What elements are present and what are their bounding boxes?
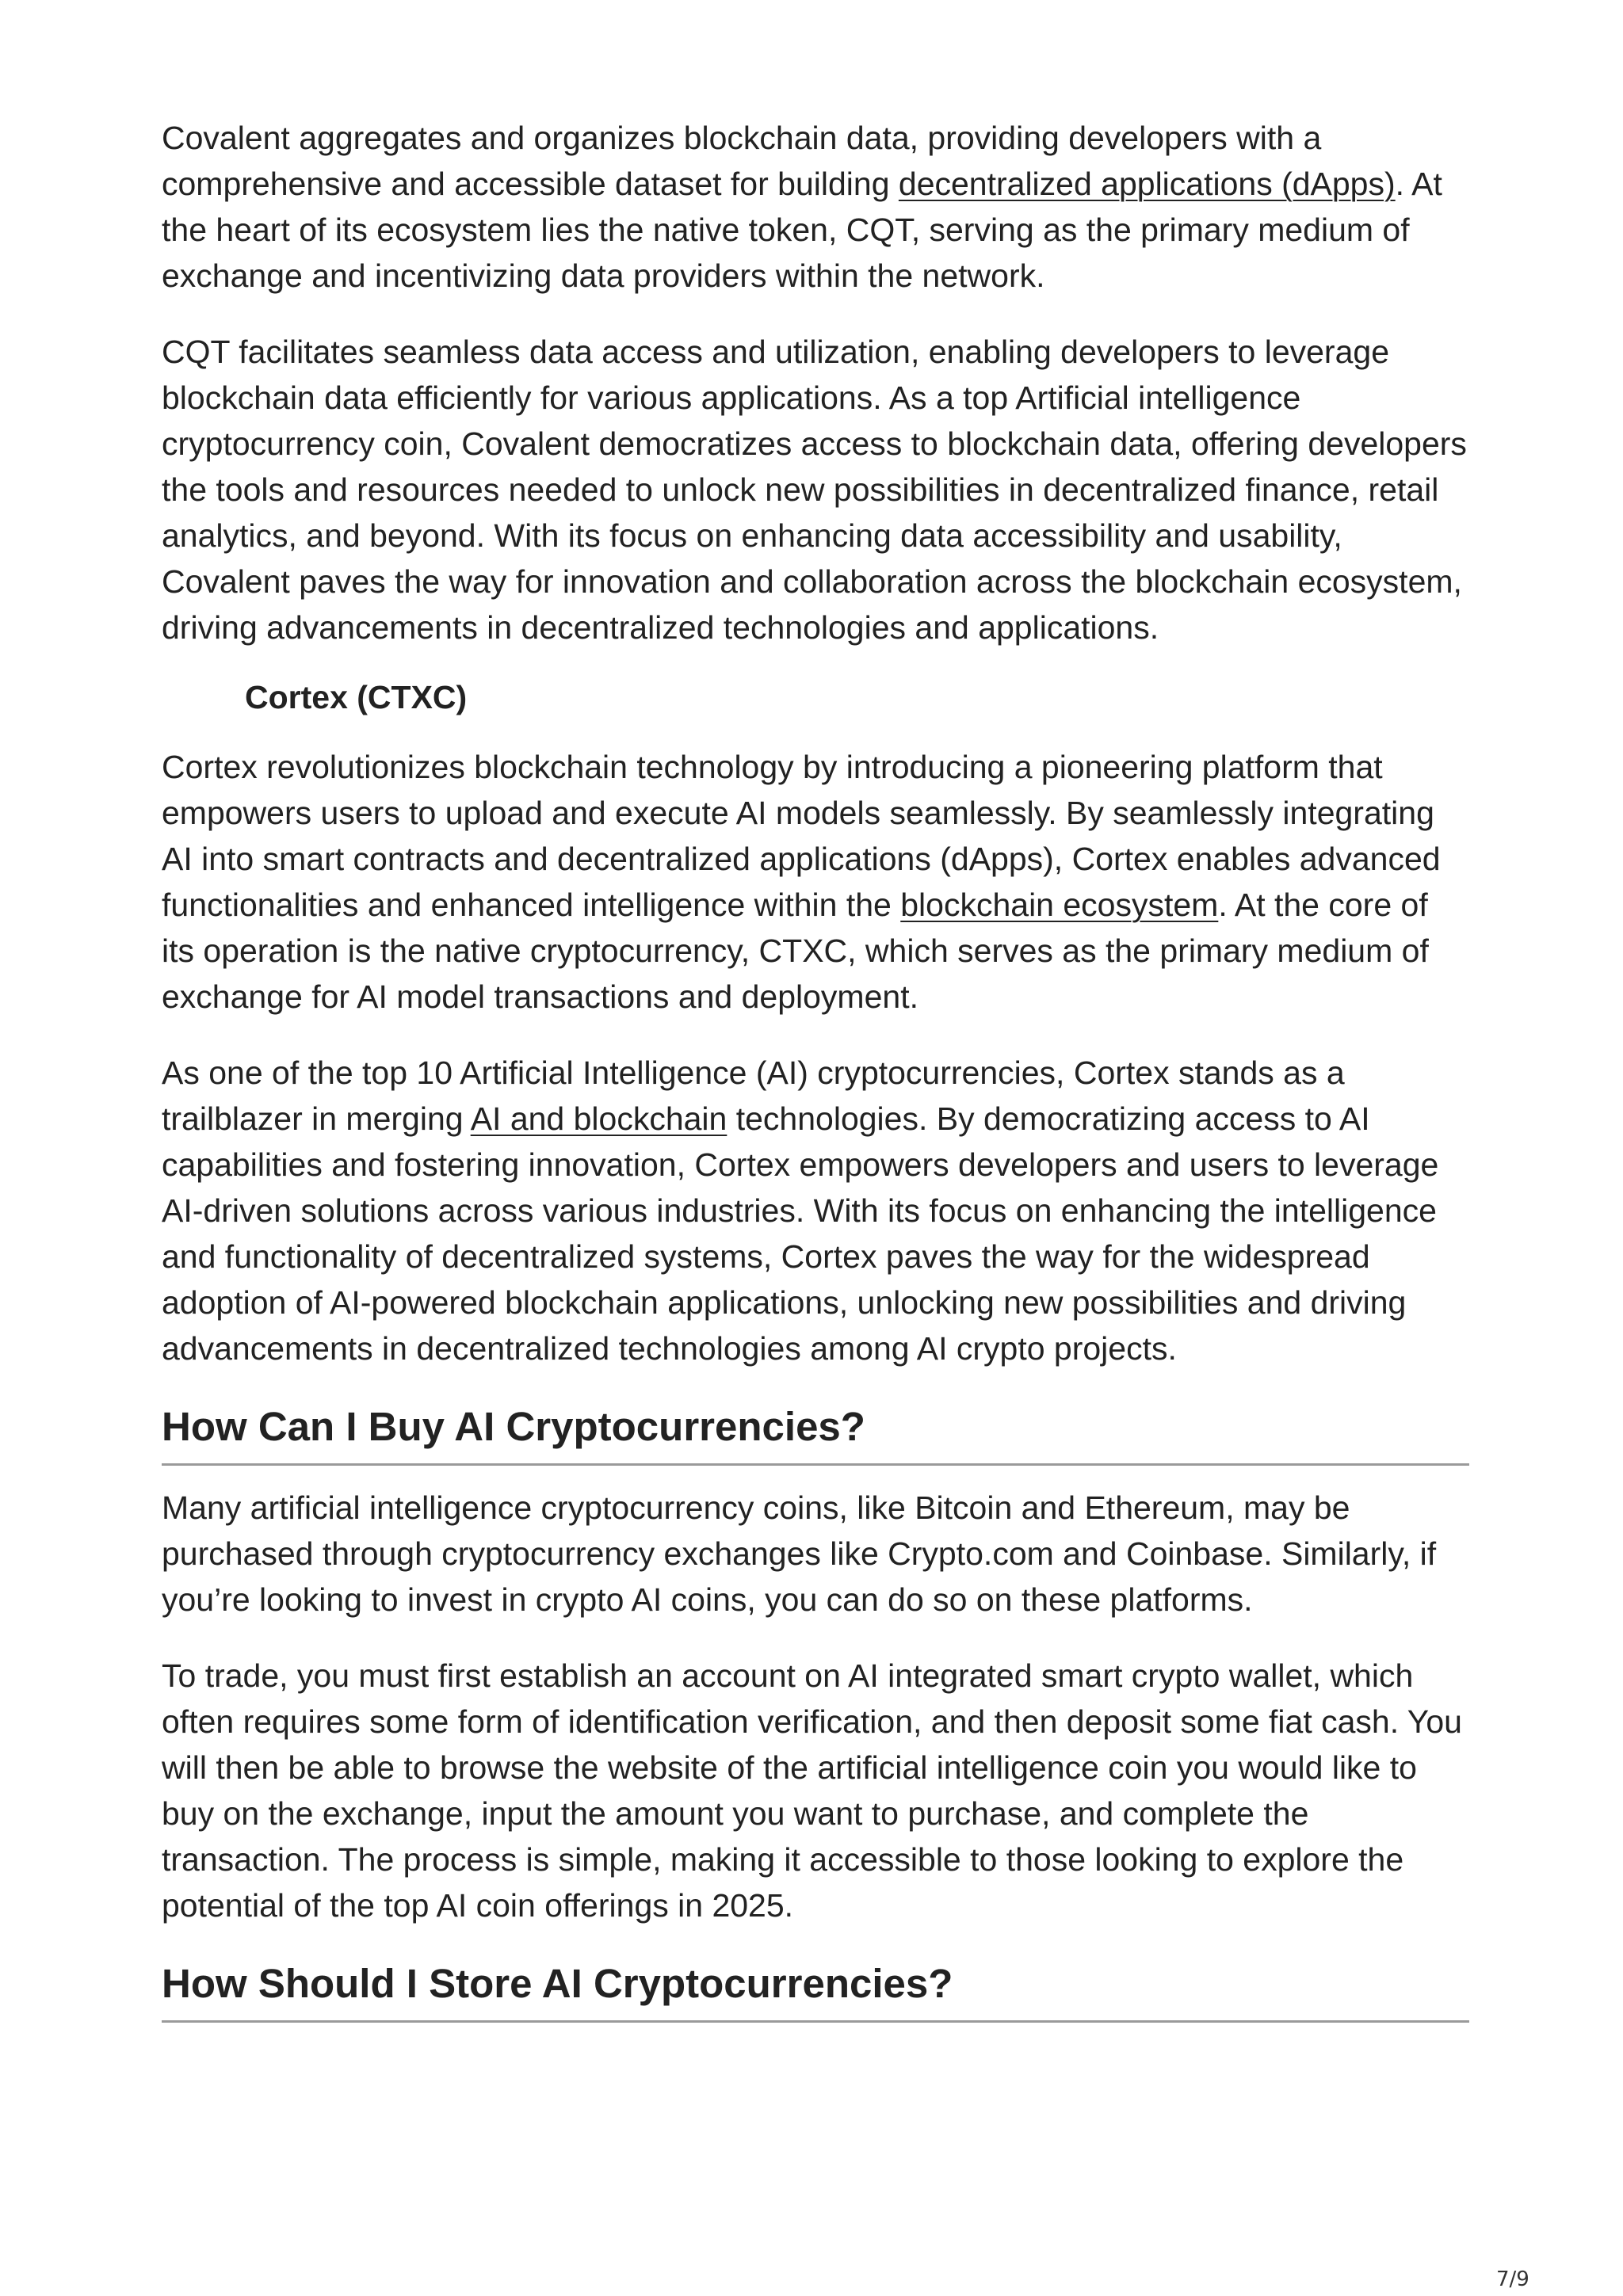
paragraph-text: As one of the top 10 Artificial Intelligence (AI) cryptocurrencies, Cortex stands as a trailblazer in merging xyxy=(162,1055,1345,1137)
link-ai-and-blockchain[interactable]: AI and blockchain xyxy=(470,1100,727,1137)
link-blockchain-ecosystem[interactable]: blockchain ecosystem xyxy=(900,887,1219,923)
paragraph-cortex-intro xyxy=(162,744,1469,1020)
paragraph-exchanges: Many artificial intelligence cryptocurrency coins, like Bitcoin and Ethereum, may be purchased through cryptocurrency exchanges like Crypto.com and Coinbase. Similarly, if you’re looking to invest in crypto AI coins, you can do so on these platforms. xyxy=(162,1489,1437,1618)
paragraph-text: technologies. By democratizing access to AI capabilities and fostering innovation, Cortex empowers developers and users to leverage AI-driven solutions across various industries. With its focus on enhancing the intelligence and functionality of decentralized systems, Cortex paves the way for the widespread adoption of AI-powered blockchain applications, unlocking new possibilities and driving advancements in decentralized technologies among AI crypto projects. xyxy=(162,1100,1439,1367)
paragraph-covalent-intro xyxy=(162,115,1469,299)
link-decentralized-applications[interactable]: decentralized applications (dApps) xyxy=(898,166,1396,202)
paragraph-text: Cortex revolutionizes blockchain technology by introducing a pioneering platform that empowers users to upload and execute AI models seamlessly. By seamlessly integrating AI into smart contracts and decentralized applications (dApps), Cortex enables advanced functionalities and enhanced intelligence within the xyxy=(162,749,1441,923)
paragraph-cqt: CQT facilitates seamless data access and utilization, enabling developers to leverage blockchain data efficiently for various applications. As a top Artificial intelligence cryptocurrency coin, Covalent democratizes access to blockchain data, offering developers the tools and resources needed to unlock new possibilities in decentralized finance, retail analytics, and beyond. With its focus on enhancing data accessibility and usability, Covalent paves the way for innovation and collaboration across the blockchain ecosystem, driving advancements in decentralized technologies and applications. xyxy=(162,334,1467,646)
paragraph-text: . At the core of its operation is the native cryptocurrency, CTXC, which serves as the primary medium of exchange for AI model transactions and deployment. xyxy=(162,887,1429,1015)
page-number: 7/9 xyxy=(1496,2267,1529,2291)
paragraph-text: Covalent aggregates and organizes blockchain data, providing developers with a comprehensive and accessible dataset for building xyxy=(162,120,1322,202)
paragraph-cortex-top10 xyxy=(162,1050,1469,1371)
subheading-cortex: Cortex (CTXC) xyxy=(245,679,468,715)
article-content xyxy=(162,115,1469,2023)
heading-how-to-buy: How Can I Buy AI Cryptocurrencies? xyxy=(162,1402,1469,1466)
paragraph-text: . At the heart of its ecosystem lies the native token, CQT, serving as the primary medium of exchange and incentivizing data providers within the network. xyxy=(162,166,1442,294)
heading-how-to-store: How Should I Store AI Cryptocurrencies? xyxy=(162,1958,1469,2023)
paragraph-trade-steps: To trade, you must first establish an account on AI integrated smart crypto wallet, which often requires some form of identification verification, and then deposit some fiat cash. You will then be able to browse the website of the artificial intelligence coin you would like to buy on the exchange, input the amount you want to purchase, and complete the transaction. The process is simple, making it accessible to those looking to explore the potential of the top AI coin offerings in 2025. xyxy=(162,1657,1462,1924)
